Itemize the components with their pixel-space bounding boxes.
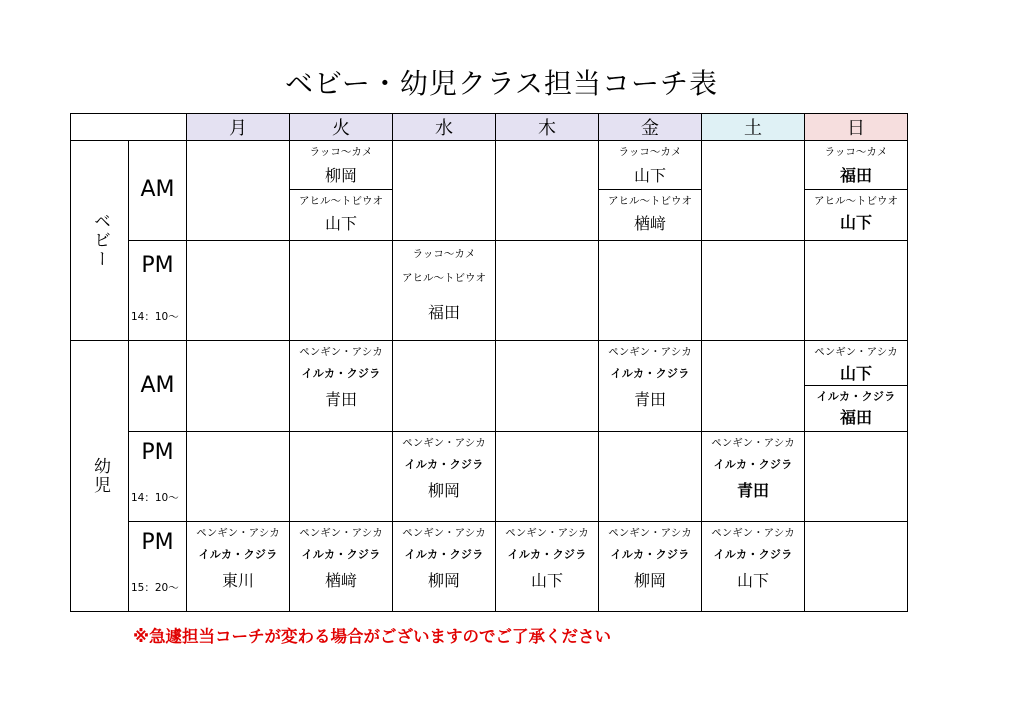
cell-kids-pm1-sun <box>805 432 908 522</box>
cell-kids-pm2-mon <box>187 522 290 612</box>
slot-time: 14：10～ <box>131 311 179 323</box>
class-name: ペンギン・アシカ <box>196 527 280 539</box>
kids-pm1-row <box>71 432 908 522</box>
kids-am-row <box>71 341 908 432</box>
cell-kids-am-wed <box>393 341 496 432</box>
cell-kids-pm2-fri <box>599 522 702 612</box>
coach-name: 青田 <box>324 390 357 409</box>
coach-name: 柳岡 <box>324 166 357 185</box>
coach-name: 楢﨑 <box>633 214 666 233</box>
slot-baby-am <box>129 141 187 241</box>
baby-am-row <box>71 141 908 241</box>
cell-baby-am-tue <box>290 141 393 241</box>
coach-name: 山下 <box>633 166 666 185</box>
slot-kids-pm1 <box>129 432 187 522</box>
header-corner <box>71 114 187 141</box>
cell-baby-pm-wed <box>393 241 496 341</box>
class-name: ペンギン・アシカ <box>402 527 486 539</box>
coach-name: 福田 <box>839 408 872 427</box>
cell-baby-am-fri <box>599 141 702 241</box>
cell-kids-pm2-sat <box>702 522 805 612</box>
class-name: ラッコ～カメ <box>412 248 476 260</box>
notice-text: ※急遽担当コーチが変わる場合がございますのでご了承ください <box>133 627 612 646</box>
cell-kids-pm1-sat <box>702 432 805 522</box>
day-header-mon: 月 <box>187 114 290 141</box>
cell-kids-am-thu <box>496 341 599 432</box>
coach-name: 柳岡 <box>633 571 666 590</box>
class-name: イルカ・クジラ <box>713 458 793 471</box>
cell-kids-pm2-thu <box>496 522 599 612</box>
group-label-baby-text: ベビー <box>90 212 110 269</box>
class-name: ペンギン・アシカ <box>505 527 589 539</box>
baby-pm-row <box>71 241 908 341</box>
class-name: ペンギン・アシカ <box>711 437 795 449</box>
slot-am-label: AM <box>140 373 175 398</box>
group-label-baby <box>71 141 129 341</box>
coach-name: 青田 <box>633 390 666 409</box>
slot-time: 14：10～ <box>131 492 179 504</box>
cell-baby-pm-fri <box>599 241 702 341</box>
class-name: イルカ・クジラ <box>610 548 690 561</box>
coach-name: 福田 <box>839 166 872 185</box>
cell-kids-pm1-mon <box>187 432 290 522</box>
coach-name: 山下 <box>839 213 872 232</box>
coach-name: 柳岡 <box>427 481 460 500</box>
slot-pm-label: PM <box>141 253 174 278</box>
coach-name: 山下 <box>736 571 769 590</box>
class-name: イルカ・クジラ <box>507 548 587 561</box>
cell-baby-am-wed <box>393 141 496 241</box>
cell-baby-am-mon <box>187 141 290 241</box>
coach-name: 楢﨑 <box>324 571 357 590</box>
class-name: ペンギン・アシカ <box>608 346 692 358</box>
group-label-kids <box>71 341 129 612</box>
cell-baby-pm-tue <box>290 241 393 341</box>
class-name: ラッコ～カメ <box>824 146 888 158</box>
class-name: ラッコ～カメ <box>618 146 682 158</box>
day-header-wed: 水 <box>393 114 496 141</box>
cell-kids-pm2-tue <box>290 522 393 612</box>
cell-kids-am-fri <box>599 341 702 432</box>
class-name: イルカ・クジラ <box>404 548 484 561</box>
coach-name: 青田 <box>736 481 769 500</box>
cell-baby-am-thu <box>496 141 599 241</box>
coach-name: 山下 <box>324 214 357 233</box>
class-name: アヒル～トビウオ <box>402 272 486 284</box>
class-name: ペンギン・アシカ <box>608 527 692 539</box>
coach-name: 東川 <box>221 571 254 590</box>
day-header-tue: 火 <box>290 114 393 141</box>
slot-am-label: AM <box>140 177 175 202</box>
cell-kids-am-sat <box>702 341 805 432</box>
class-name: アヒル～トビウオ <box>814 195 898 207</box>
cell-kids-am-mon <box>187 341 290 432</box>
cell-baby-am-sat <box>702 141 805 241</box>
coach-name: 山下 <box>839 364 872 383</box>
coach-name: 福田 <box>427 303 460 322</box>
schedule-table <box>70 113 908 612</box>
cell-kids-pm1-wed <box>393 432 496 522</box>
cell-kids-pm1-thu <box>496 432 599 522</box>
class-name: イルカ・クジラ <box>816 390 896 403</box>
cell-kids-pm2-wed <box>393 522 496 612</box>
class-name: イルカ・クジラ <box>713 548 793 561</box>
kids-pm2-row <box>71 522 908 612</box>
class-name: イルカ・クジラ <box>301 548 381 561</box>
class-name: イルカ・クジラ <box>404 458 484 471</box>
cell-kids-pm2-sun <box>805 522 908 612</box>
day-header-fri: 金 <box>599 114 702 141</box>
class-name: ペンギン・アシカ <box>711 527 795 539</box>
cell-baby-pm-mon <box>187 241 290 341</box>
cell-kids-pm1-fri <box>599 432 702 522</box>
day-header-sun: 日 <box>805 114 908 141</box>
cell-kids-pm1-tue <box>290 432 393 522</box>
slot-time: 15：20～ <box>131 582 179 594</box>
class-name: イルカ・クジラ <box>198 548 278 561</box>
class-name: イルカ・クジラ <box>301 367 381 380</box>
cell-kids-am-sun <box>805 341 908 432</box>
class-name: アヒル～トビウオ <box>608 195 692 207</box>
slot-pm-label: PM <box>141 440 174 465</box>
slot-baby-pm <box>129 241 187 341</box>
class-name: イルカ・クジラ <box>610 367 690 380</box>
page-title: ベビー・幼児クラス担当コーチ表 <box>284 67 719 100</box>
class-name: ペンギン・アシカ <box>402 437 486 449</box>
day-header-sat: 土 <box>702 114 805 141</box>
day-header-thu: 木 <box>496 114 599 141</box>
coach-name: 山下 <box>530 571 563 590</box>
group-label-kids-text: 幼児 <box>90 457 110 495</box>
class-name: ペンギン・アシカ <box>814 346 898 358</box>
cell-baby-pm-sun <box>805 241 908 341</box>
cell-baby-am-sun <box>805 141 908 241</box>
class-name: ペンギン・アシカ <box>299 346 383 358</box>
header-row <box>71 114 908 141</box>
slot-kids-pm2 <box>129 522 187 612</box>
class-name: ペンギン・アシカ <box>299 527 383 539</box>
cell-baby-pm-sat <box>702 241 805 341</box>
cell-kids-am-tue <box>290 341 393 432</box>
cell-baby-pm-thu <box>496 241 599 341</box>
class-name: アヒル～トビウオ <box>299 195 383 207</box>
class-name: ラッコ～カメ <box>309 146 373 158</box>
slot-pm-label: PM <box>141 530 174 555</box>
coach-name: 柳岡 <box>427 571 460 590</box>
slot-kids-am <box>129 341 187 432</box>
